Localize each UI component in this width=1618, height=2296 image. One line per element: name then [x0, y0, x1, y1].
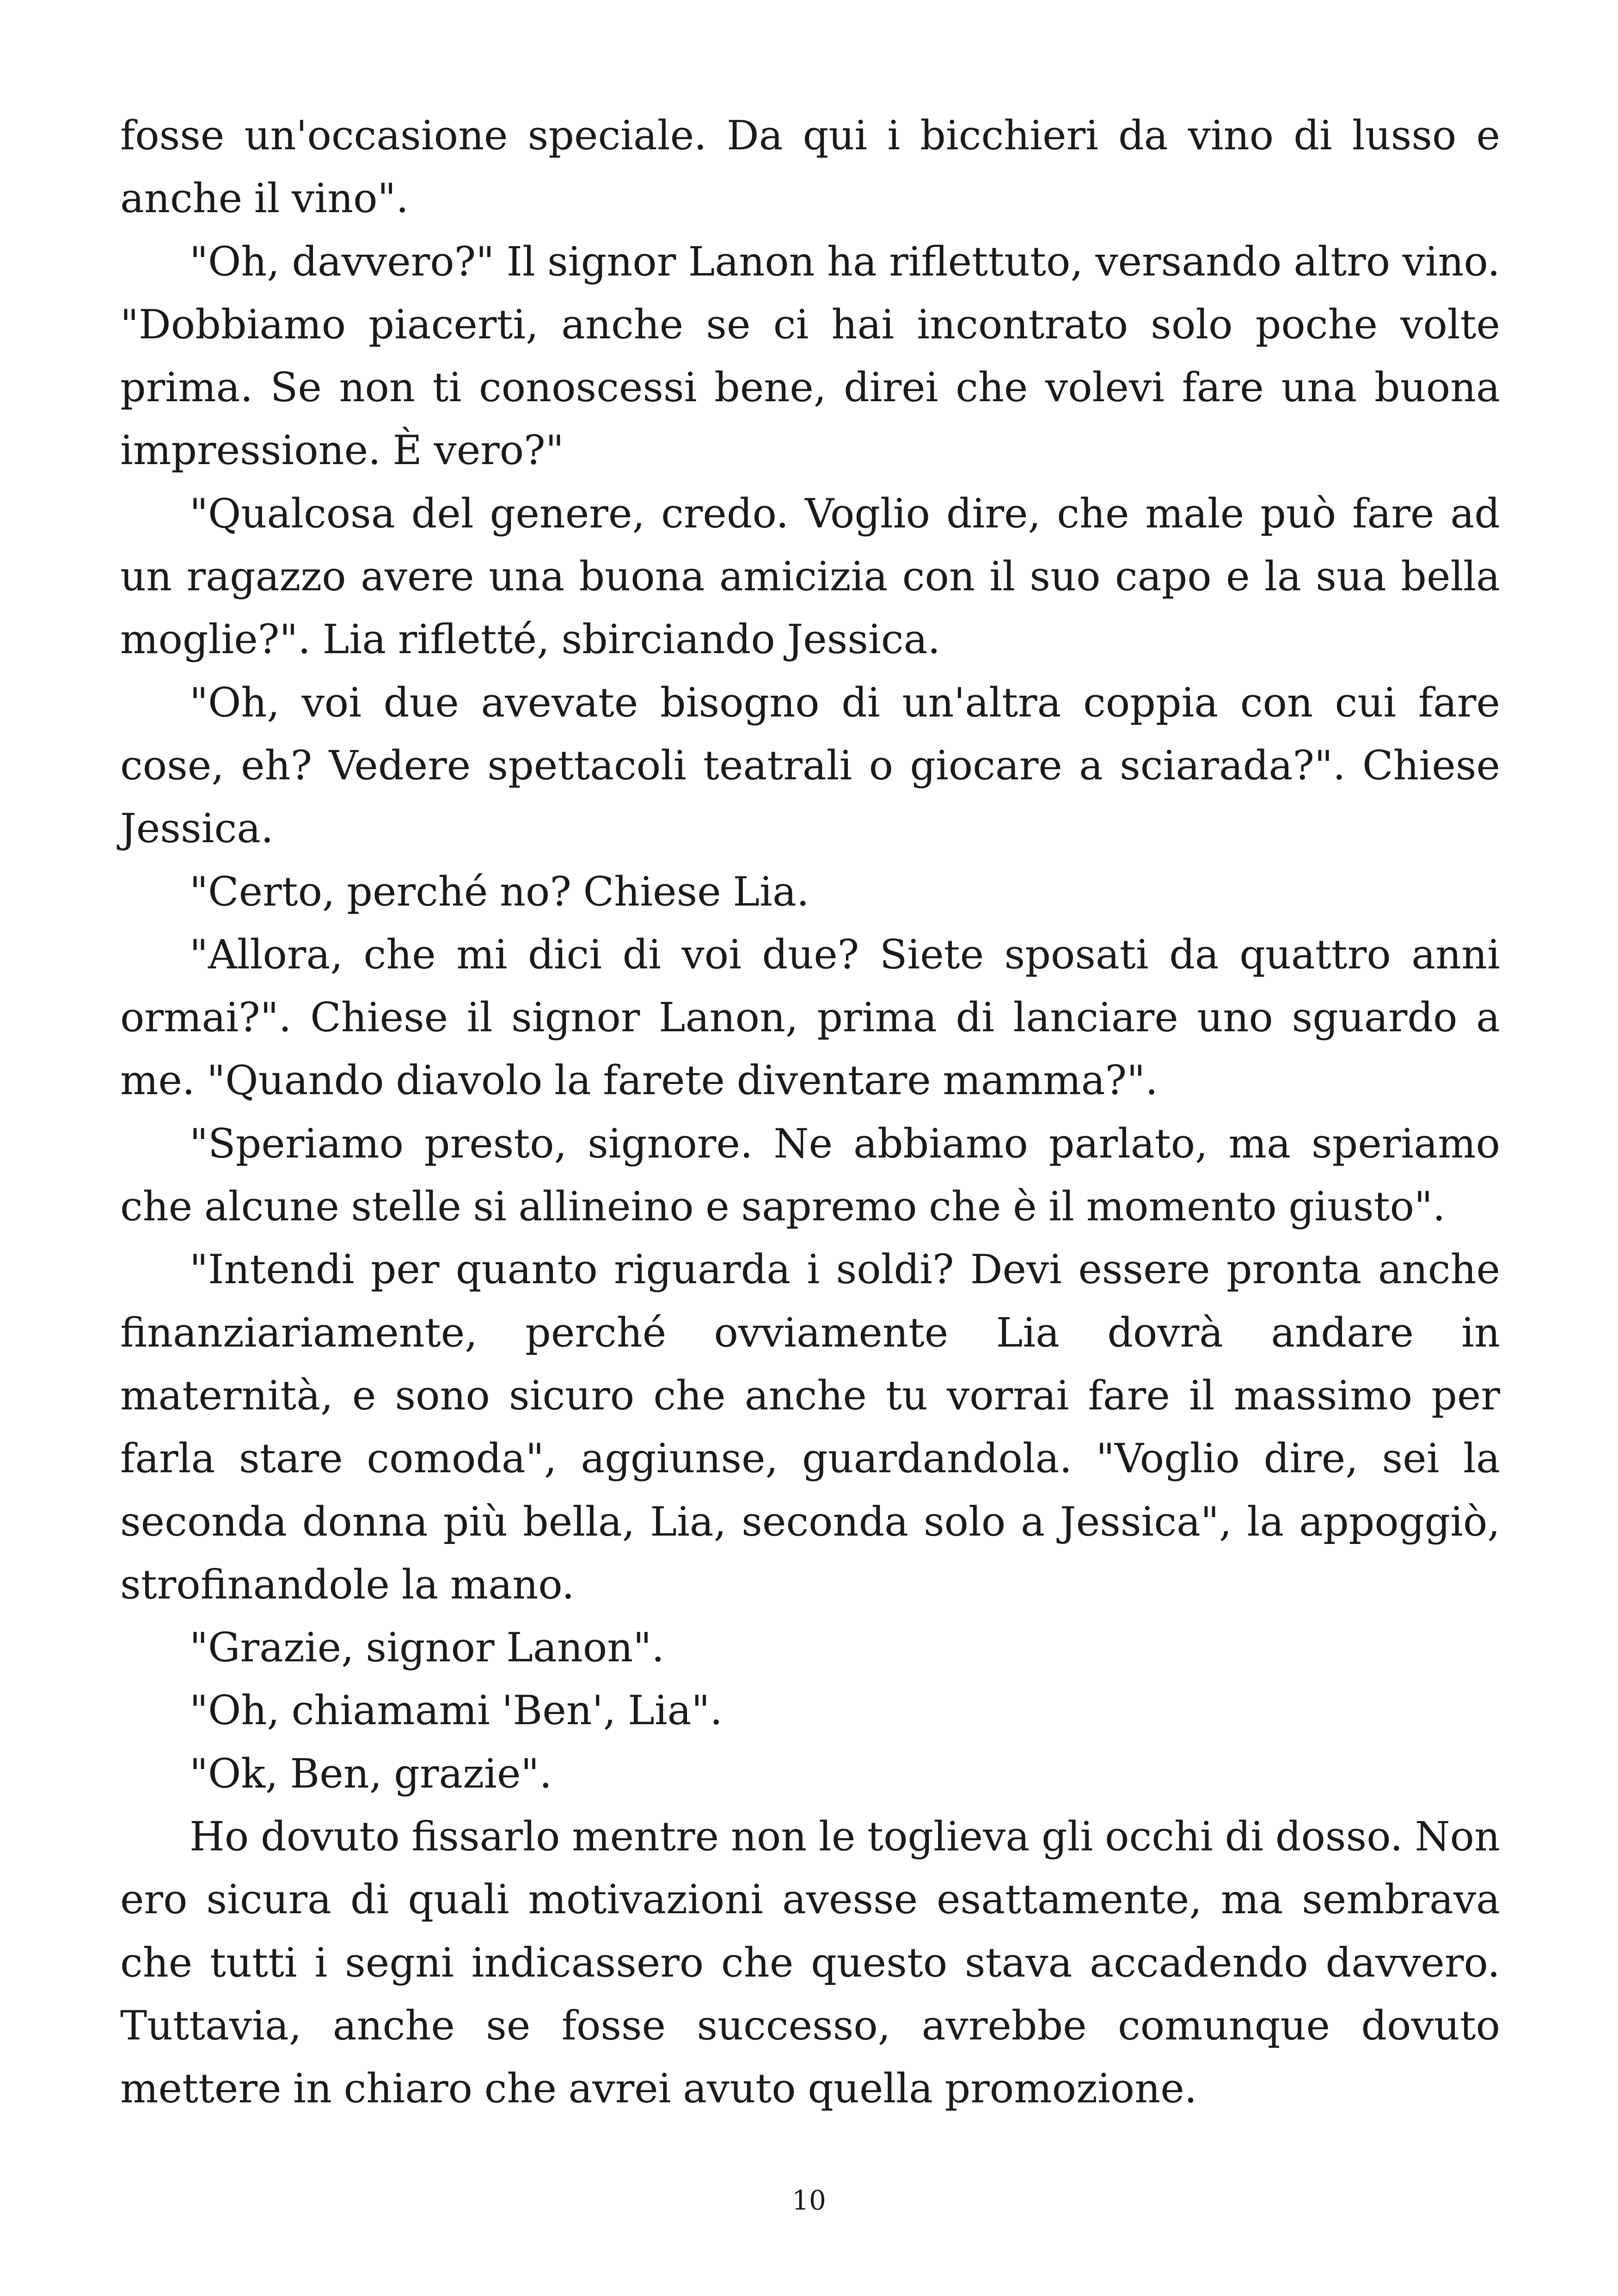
paragraph: "Intendi per quanto riguarda i soldi? Devi essere pronta anche finanziariamente, perché ovviamente Lia dovrà andare in maternità, e sono sicuro che anche tu vorrai fare il massimo per farla stare comoda", aggiunse, guardandola. "Voglio dire, sei la seconda donna più bella, Lia, seconda solo a Jessica", la appoggiò, strofinandole la mano.: [120, 1246, 1500, 1608]
paragraph: "Qualcosa del genere, credo. Voglio dire, che male può fare ad un ragazzo avere una buona amicizia con il suo capo e la sua bella moglie?". Lia rifletté, sbirciando Jessica.: [120, 490, 1500, 663]
paragraph: "Certo, perché no? Chiese Lia.: [190, 868, 809, 915]
paragraph: "Oh, voi due avevate bisogno di un'altra coppia con cui fare cose, eh? Vedere spettacoli teatrali o giocare a sciarada?". Chiese Jessica.: [120, 679, 1500, 852]
paragraph: Ho dovuto fissarlo mentre non le toglieva gli occhi di dosso. Non ero sicura di quali motivazioni avesse esattamente, ma sembrava che tutti i segni indicassero che questo stava accadendo davvero. Tuttavia, anche se fosse successo, avrebbe comunque dovuto mettere in chiaro che avrei avuto quella promozione.: [120, 1813, 1500, 2112]
paragraph: "Speriamo presto, signore. Ne abbiamo parlato, ma speriamo che alcune stelle si allineino e sapremo che è il momento giusto".: [120, 1120, 1500, 1231]
paragraph: fosse un'occasione speciale. Da qui i bicchieri da vino di lusso e anche il vino".: [120, 112, 1500, 222]
page-body: [120, 104, 1500, 2120]
paragraph: "Grazie, signor Lanon".: [190, 1624, 665, 1671]
paragraph: "Oh, chiamami 'Ben', Lia".: [190, 1687, 723, 1734]
paragraph: "Oh, davvero?" Il signor Lanon ha riflettuto, versando altro vino. "Dobbiamo piacerti, anche se ci hai incontrato solo poche volte prima. Se non ti conoscessi bene, direi che volevi fare una buona impressione. È vero?": [120, 238, 1500, 474]
page-number: 10: [792, 2185, 826, 2216]
paragraph: "Ok, Ben, grazie".: [190, 1750, 552, 1797]
paragraph: "Allora, che mi dici di voi due? Siete sposati da quattro anni ormai?". Chiese il signor Lanon, prima di lanciare uno sguardo a me. "Quando diavolo la farete diventare mamma?".: [120, 931, 1500, 1104]
